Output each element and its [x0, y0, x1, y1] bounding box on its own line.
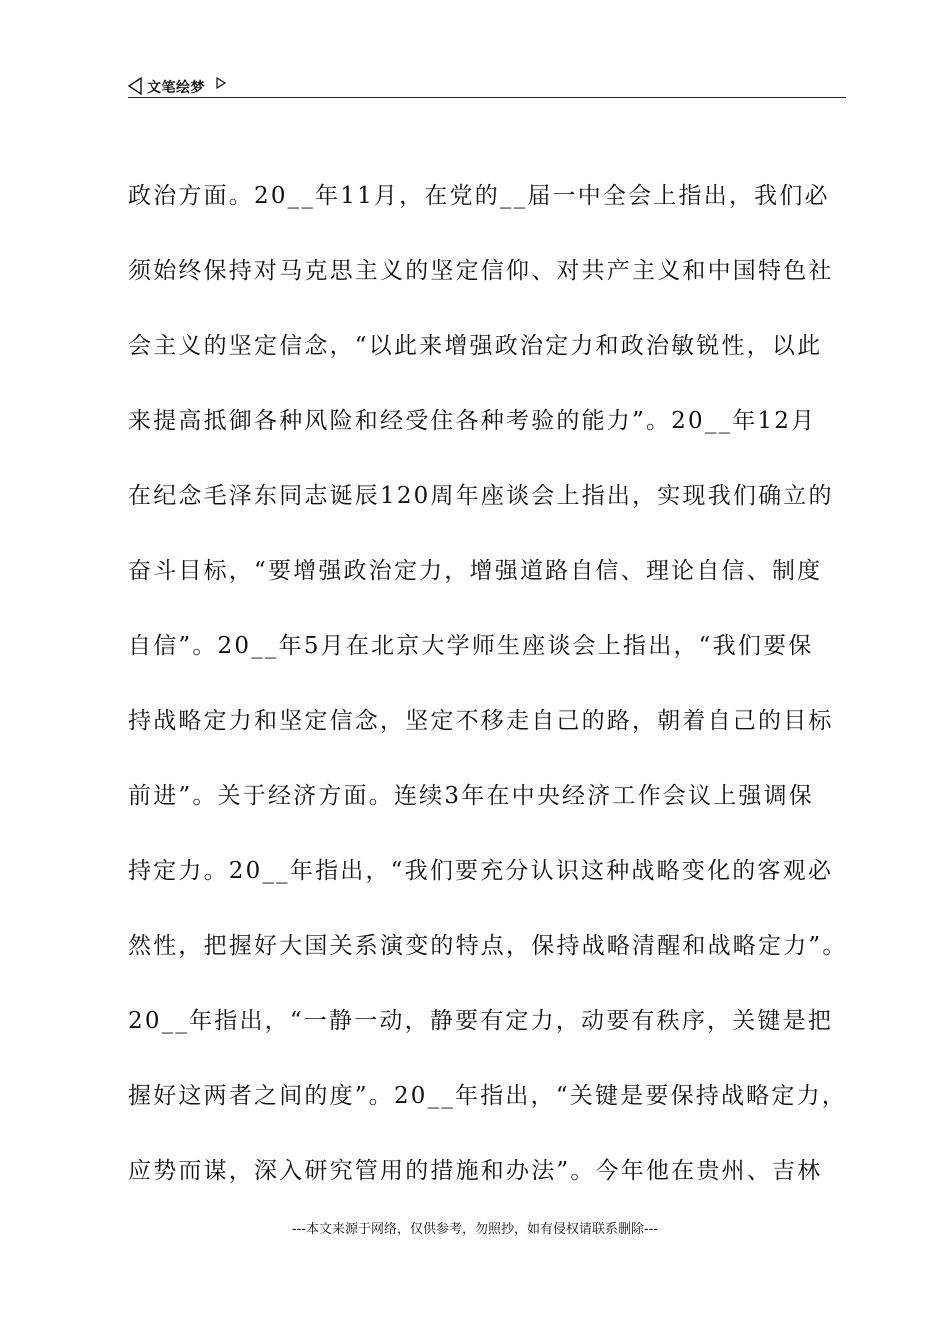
body-line: 持战略定力和坚定信念，坚定不移走自己的路，朝着自己的目标: [128, 708, 834, 734]
page-header: [128, 74, 846, 98]
body-line: 握好这两者之间的度”。20__年指出，“关键是要保持战略定力，: [128, 1083, 847, 1109]
body-line: 前进”。关于经济方面。连续3年在中央经济工作会议上强调保: [128, 783, 814, 809]
body-line: 然性，把握好大国关系演变的特点，保持战略清醒和战略定力”。: [128, 933, 848, 959]
triangle-left-icon: [128, 77, 142, 95]
body-line: 来提高抵御各种风险和经受住各种考验的能力”。20__年12月: [128, 408, 817, 434]
body-line: 会主义的坚定信念，“以此来增强政治定力和政治敏锐性，以此: [128, 333, 823, 359]
body-line: 政治方面。20__年11月，在党的__届一中全会上指出，我们必: [128, 183, 830, 209]
body-line: 须始终保持对马克思主义的坚定信仰、对共产主义和中国特色社: [128, 258, 834, 284]
triangle-right-icon: [216, 77, 226, 89]
body-line: 奋斗目标，“要增强政治定力，增强道路自信、理论自信、制度: [128, 558, 823, 584]
footer-disclaimer: ---本文来源于网络，仅供参考，勿照抄，如有侵权请联系删除---: [291, 1222, 659, 1237]
body-line: 应势而谋，深入研究管用的措施和办法”。今年他在贵州、吉林: [128, 1158, 823, 1184]
header-divider: [128, 97, 846, 98]
body-line: 20__年指出，“一静一动，静要有定力，动要有秩序，关键是把: [128, 1008, 834, 1034]
document-body: [128, 176, 858, 1226]
body-line: 持定力。20__年指出，“我们要充分认识这种战略变化的客观必: [128, 858, 834, 884]
header-title: 文笔绘梦: [147, 80, 205, 96]
body-line: 在纪念毛泽东同志诞辰120周年座谈会上指出，实现我们确立的: [128, 483, 834, 509]
body-line: 自信”。20__年5月在北京大学师生座谈会上指出，“我们要保: [128, 633, 814, 659]
